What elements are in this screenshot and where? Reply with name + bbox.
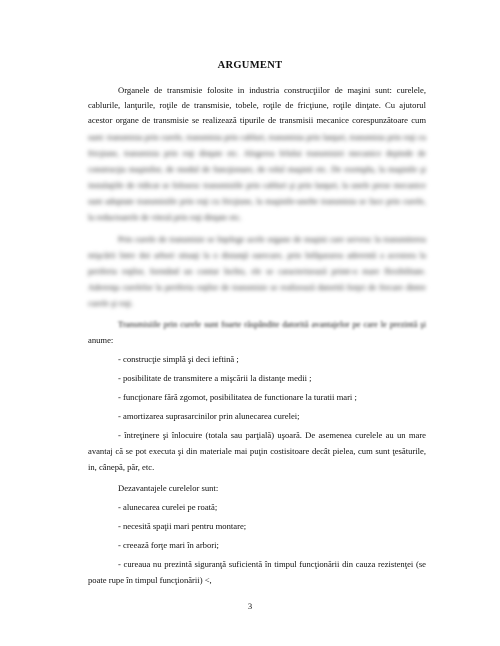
page-number: 3: [247, 601, 253, 611]
blurred-line: construcţia maşinilor, de modul de funcţionare, de rolul maşinii etc. De exemplu, la maşinile şi: [88, 164, 426, 174]
paragraph-line: in, cânepă, păr, etc.: [88, 462, 155, 472]
disadvantage-item: - alunecarea curelei pe roată;: [118, 502, 218, 512]
blurred-line: sunt adoptate transmisiile prin roţi cu fricţiune, la maşinile-unelte transmisia se face prin curele,: [88, 196, 426, 206]
disadvantage-item-end: poate rupe în timpul funcţionării) <,: [88, 575, 212, 585]
blurred-line: instalaţiile de ridicat se folosesc transmisiile prin cabluri şi prin lanţuri, la unele prese mecanice: [88, 180, 426, 190]
page-title: ARGUMENT: [217, 60, 283, 71]
paragraph-line: Organele de transmisie folosite in industria construcţiilor de maşini sunt: curelele,: [118, 85, 426, 95]
blurred-line: mişcării între doi arbori situaţi la o distanţă oarecare, prin înfăşurarea aderentă a acestora la: [88, 250, 426, 260]
blurred-line: la reductoarele de viteză prin roţi dinţate etc.: [88, 212, 242, 222]
blurred-line: periferia roţilor, formând un contur închis, ele se caracterizează printr-o mare flexibilitate.: [88, 266, 426, 276]
advantage-item: - amortizarea suprasarcinilor prin alunecarea curelei;: [118, 411, 300, 421]
blurred-line: sunt: transmisia prin curele, transmisia prin cabluri, transmisia prin lanţuri, transmisia prin roţi cu: [88, 132, 426, 142]
transition-line: Transmisiile prin curele sunt foarte răspândite datorită avantajelor pe care le prezintă şi: [118, 319, 426, 329]
advantage-item: - posibilitate de transmitere a mişcării la distanţe medii ;: [118, 373, 312, 383]
disadvantage-item: - necesită spaţii mari pentru montare;: [118, 521, 247, 531]
paragraph-line: - întreţinere şi înlocuire (totala sau parţială) uşoară. De asemenea curelele au un mare: [118, 430, 426, 440]
disadvantage-item: - creează forţe mari în arbori;: [118, 540, 219, 550]
advantage-item: - funcţionare fără zgomot, posibilitatea de functionare la turatii mari ;: [118, 392, 357, 402]
disadvantages-heading: Dezavantajele curelelor sunt:: [118, 483, 219, 493]
blurred-line: fricţiune, transmisia prin roţi dinţate etc. Alegerea felului transmisiei mecanice depinde de: [88, 148, 426, 158]
paragraph-line: cablurile, lanţurile, roţile de transmisie, tobele, roţile de fricţiune, roţile dinţate. Cu ajutorul: [88, 100, 426, 110]
blurred-line: Aderenţa curelelor la periferia roţilor de transmisie se realizează datorită forţei de frecare dintre: [88, 282, 426, 292]
paragraph-line: acestor organe de transmisie se realizează tipurile de transmisii mecanice corespunzătoare cum: [88, 115, 426, 125]
blurred-line: Prin curele de transmisie se înţelege acele organe de maşini care servesc la transmiterea: [118, 234, 426, 244]
advantage-item: - construcţie simplă şi deci ieftină ;: [118, 354, 239, 364]
paragraph-line: avantaj că se pot executa şi din materiale mai puţin costisitoare decât pielea, cum sunt ţesăturile,: [88, 446, 426, 456]
blurred-line: curele şi roţi.: [88, 298, 134, 308]
anume-line: anume:: [88, 335, 114, 345]
disadvantage-item: - cureaua nu prezintă siguranţă suficientă în timpul funcţionării din cauza rezistenţei (se: [118, 559, 426, 569]
